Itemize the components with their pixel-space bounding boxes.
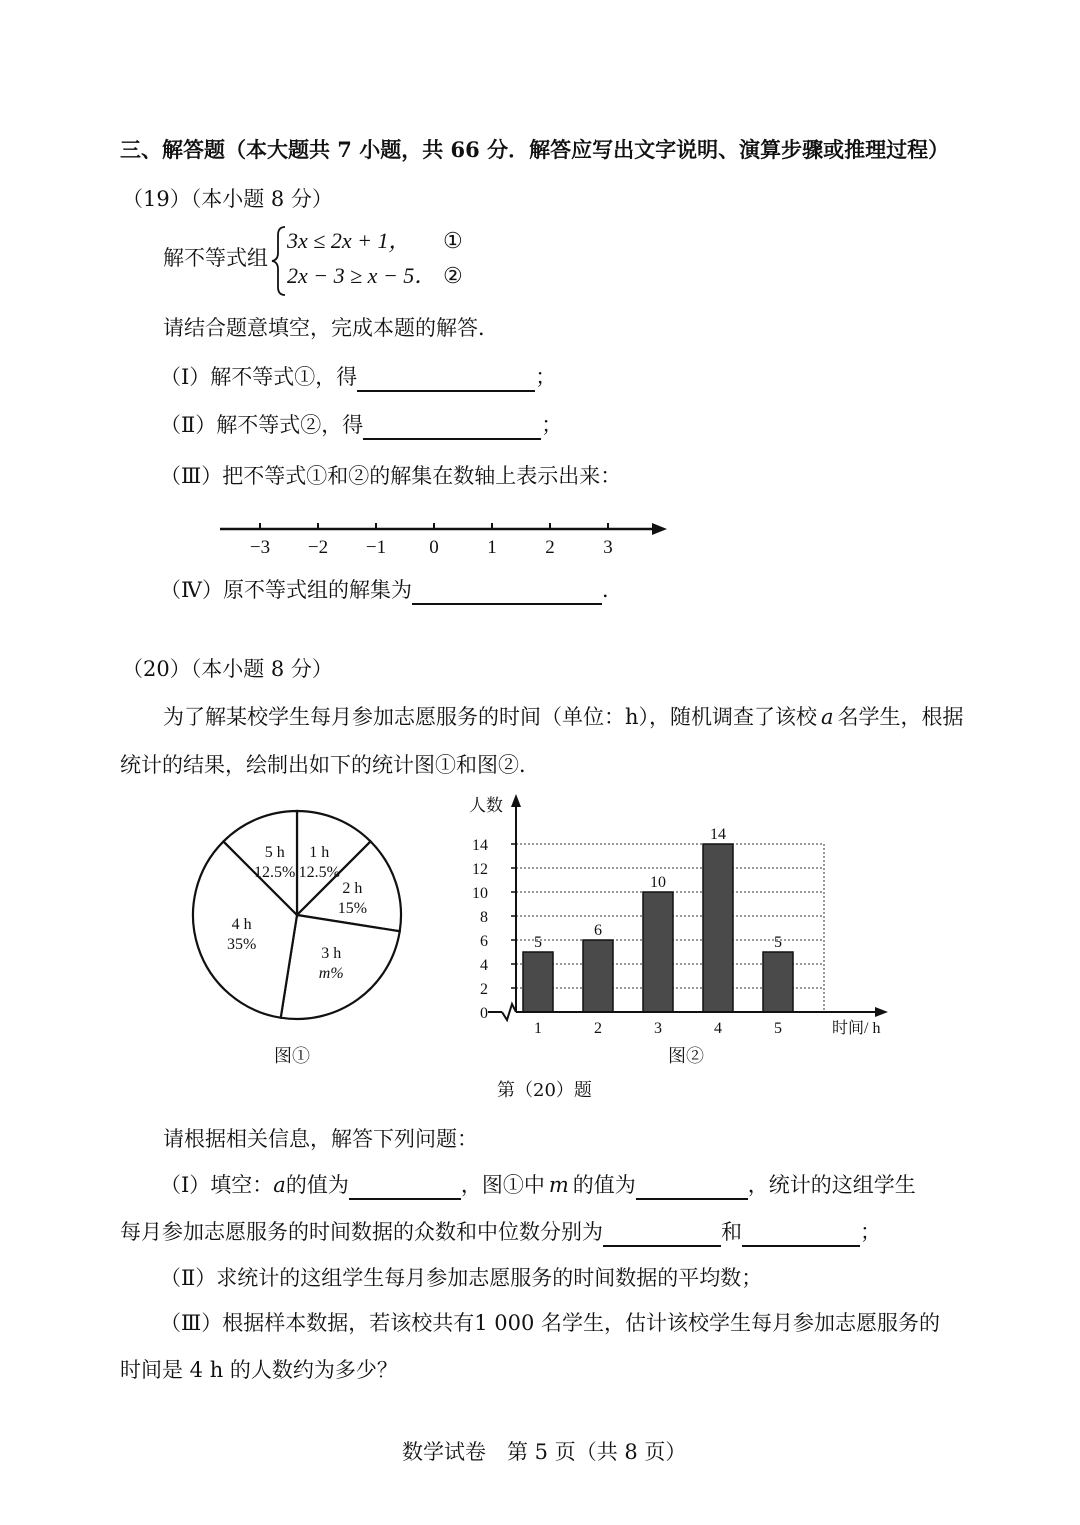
x-tick-label: 4 — [714, 1020, 722, 1037]
q20-intro-b: 名学生，根据 — [837, 705, 964, 729]
q19-part1-label: （Ⅰ）解不等式①，得 — [160, 365, 358, 389]
bar — [583, 940, 613, 1012]
q20-mode-answer-blank[interactable] — [603, 1223, 721, 1247]
y-tick-label: 6 — [480, 933, 488, 950]
q20-part1-line2 — [120, 1217, 881, 1247]
x-tick-label: 2 — [594, 1020, 602, 1037]
bar-chart — [440, 788, 900, 1043]
inequality-2: 2x − 3 ≥ x − 5． — [287, 263, 437, 288]
q20-p1-line2-a: 每月参加志愿服务的时间数据的众数和中位数分别为 — [120, 1220, 603, 1244]
q20-intro-a: 为了解某校学生每月参加志愿服务的时间（单位：h），随机调查了该校 — [163, 705, 818, 729]
q20-part3-line2: 时间是 4 h 的人数约为多少？ — [120, 1358, 398, 1382]
q19-part4-answer-blank[interactable] — [412, 581, 602, 605]
q20-intro-var-a: a — [821, 705, 834, 729]
system-label: 解不等式组 — [163, 246, 268, 270]
x-axis-label: 时间/ h — [832, 1020, 881, 1037]
x-tick-label: 1 — [534, 1020, 542, 1037]
inequality-1: 3x ≤ 2x + 1， — [287, 228, 411, 253]
fig1-caption: 图① — [274, 1046, 310, 1067]
number-line-tick-label: 1 — [487, 537, 497, 558]
pie-slice-percent: m% — [318, 965, 344, 983]
number-line-tick-label: −1 — [365, 537, 387, 558]
bar — [523, 952, 553, 1012]
bar-value-label: 5 — [534, 934, 542, 951]
inequality-2-mark: ② — [443, 263, 463, 288]
number-line-tick-label: −2 — [307, 537, 329, 558]
pie-slice-label: 4 h — [231, 915, 252, 933]
y-axis-label: 人数 — [469, 796, 503, 815]
q20-part3-line1: （Ⅲ）根据样本数据，若该校共有1 000 名学生，估计该校学生每月参加志愿服务的 — [160, 1311, 941, 1335]
bar-value-label: 14 — [710, 826, 726, 843]
pie-slice-percent: 35% — [226, 935, 257, 953]
x-axis-arrow-icon — [875, 1007, 888, 1017]
q20-median-answer-blank[interactable] — [742, 1223, 860, 1247]
pie-slice-label: 2 h — [342, 880, 363, 898]
q19-part2-answer-blank[interactable] — [363, 416, 541, 440]
section-heading: 三、解答题（本大题共 7 小题，共 66 分．解答应写出文字说明、演算步骤或推理过程） — [120, 137, 950, 162]
y-tick-label: 8 — [480, 909, 488, 926]
bar-value-label: 5 — [774, 934, 782, 951]
bar-value-label: 10 — [650, 874, 666, 891]
q20-a-answer-blank[interactable] — [349, 1176, 461, 1200]
pie-slice-percent: 12.5% — [298, 864, 340, 882]
q19-part4 — [160, 575, 623, 605]
number-line[interactable] — [215, 515, 675, 560]
q20-intro-line1 — [163, 702, 964, 732]
q20-p1-var-a: a — [273, 1173, 286, 1197]
bar — [763, 952, 793, 1012]
q20-p1-e: ，统计的这组学生 — [747, 1173, 916, 1197]
inequality-system — [163, 225, 493, 297]
y-tick-label: 10 — [472, 885, 488, 902]
page-footer: 数学试卷 第 5 页（共 8 页） — [402, 1440, 687, 1464]
q19-part1-answer-blank[interactable] — [357, 368, 535, 392]
y-axis-arrow-icon — [511, 794, 521, 807]
number-line-tick-label: 2 — [545, 537, 555, 558]
q19-part4-label: （Ⅳ）原不等式组的解集为 — [160, 578, 412, 602]
system-brace-icon — [271, 225, 287, 297]
q20-part2: （Ⅱ）求统计的这组学生每月参加志愿服务的时间数据的平均数； — [160, 1266, 763, 1290]
q19-part1 — [160, 362, 556, 392]
q20-ask: 请根据相关信息，解答下列问题： — [163, 1127, 478, 1151]
y-tick-label: 2 — [480, 981, 488, 998]
pie-slice-label: 5 h — [264, 844, 285, 862]
q19-part2 — [160, 410, 562, 440]
x-tick-label: 5 — [774, 1020, 782, 1037]
pie-slice-percent: 15% — [337, 900, 368, 918]
q20-p1-var-m: m — [548, 1173, 569, 1197]
number-line-tick-label: −3 — [249, 537, 271, 558]
axis-break-icon — [502, 1004, 516, 1020]
q20-header: （20）（本小题 8 分） — [122, 657, 333, 681]
q20-p1-d: 的值为 — [572, 1173, 636, 1197]
q20-p1-b: 的值为 — [285, 1173, 349, 1197]
number-line-tick-label: 3 — [603, 537, 613, 558]
y-tick-label: 12 — [472, 861, 488, 878]
q19-instruction: 请结合题意填空，完成本题的解答． — [163, 316, 499, 340]
q19-part4-period: ． — [601, 578, 623, 602]
q20-m-answer-blank[interactable] — [636, 1176, 748, 1200]
pie-slice-label: 1 h — [309, 844, 330, 862]
q20-intro-line2: 统计的结果，绘制出如下的统计图①和图②． — [120, 753, 540, 777]
number-line-tick-label: 0 — [429, 537, 439, 558]
x-tick-label: 3 — [654, 1020, 662, 1037]
pie-slice-percent: 12.5% — [254, 864, 296, 882]
pie-chart — [185, 805, 410, 1030]
q20-p1-label: （Ⅰ）填空： — [160, 1173, 274, 1197]
inequality-1-mark: ① — [443, 228, 463, 253]
bar — [703, 844, 733, 1012]
bar-value-label: 6 — [594, 922, 602, 939]
q19-part1-semicolon: ； — [535, 365, 557, 389]
q19-part3: （Ⅲ）把不等式①和②的解集在数轴上表示出来： — [160, 464, 622, 488]
q19-part2-semicolon: ； — [541, 413, 563, 437]
y-tick-label: 14 — [472, 837, 488, 854]
fig2-caption: 图② — [668, 1046, 704, 1067]
y-tick-label: 4 — [480, 957, 488, 974]
q19-part2-label: （Ⅱ）解不等式②，得 — [160, 413, 364, 437]
q19-header: （19）（本小题 8 分） — [122, 187, 333, 211]
figure-caption: 第（20）题 — [497, 1080, 592, 1101]
q20-p1-c: ，图①中 — [460, 1173, 545, 1197]
pie-slice-label: 3 h — [321, 945, 342, 963]
y-tick-label: 0 — [480, 1005, 488, 1022]
q20-p1-line2-b: 和 — [721, 1220, 742, 1244]
q20-part1-line1 — [160, 1170, 916, 1200]
bar — [643, 892, 673, 1012]
q20-p1-line2-c: ； — [860, 1220, 881, 1244]
number-line-arrow-icon — [652, 523, 667, 535]
